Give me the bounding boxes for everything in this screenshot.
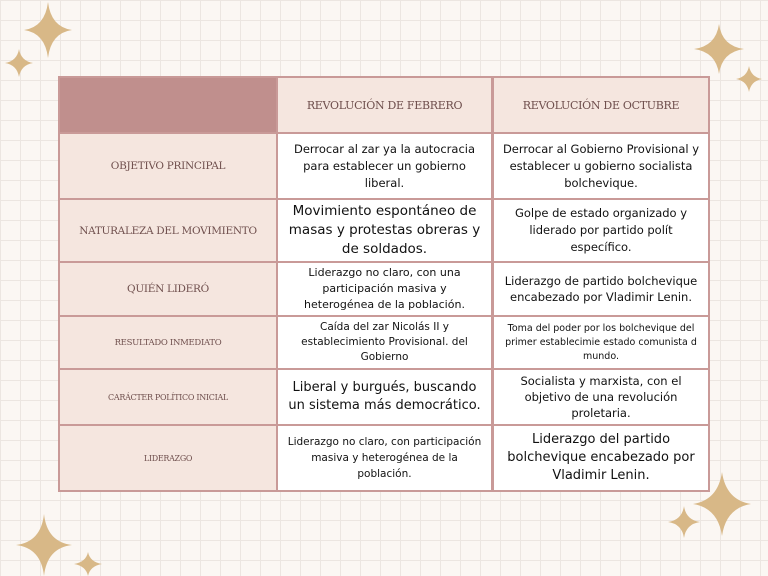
cell-octubre-liderazgo: Liderazgo del partido bolchevique encabezado por Vladimir Lenin. — [494, 426, 708, 490]
comparison-table — [58, 76, 710, 492]
sparkle-icon — [668, 506, 700, 538]
cell-febrero-quien-lidero: Liderazgo no claro, con una participación masiva y heterogénea de la población. — [278, 263, 491, 315]
row-label-naturaleza: NATURALEZA DEL MOVIMIENTO — [60, 200, 276, 261]
row-label-caracter: CARÁCTER POLÍTICO INICIAL — [60, 370, 276, 424]
cell-octubre-objetivo: Derrocar al Gobierno Provisional y establecer u gobierno socialista bolchevique. — [494, 134, 708, 198]
cell-febrero-naturaleza: Movimiento espontáneo de masas y protestas obreras y de soldados. — [278, 200, 491, 261]
cell-febrero-resultado: Caída del zar Nicolás II y establecimiento Provisional. del Gobierno — [278, 317, 491, 368]
cell-octubre-resultado: Toma del poder por los bolchevique del primer establecimie estado comunista d mundo. — [494, 317, 708, 368]
row-label-quien-lidero: QUIÉN LIDERÓ — [60, 263, 276, 315]
cell-octubre-quien-lidero: Liderazgo de partido bolchevique encabezado por Vladimir Lenin. — [494, 263, 708, 315]
sparkle-icon — [16, 514, 72, 576]
sparkle-icon — [5, 49, 33, 77]
header-octubre: REVOLUCIÓN DE OCTUBRE — [494, 78, 708, 132]
row-label-liderazgo: LIDERAZGO — [60, 426, 276, 490]
header-febrero: REVOLUCIÓN DE FEBRERO — [278, 78, 491, 132]
row-label-objetivo: OBJETIVO PRINCIPAL — [60, 134, 276, 198]
cell-febrero-liderazgo: Liderazgo no claro, con participación masiva y heterogénea de la población. — [278, 426, 491, 490]
sparkle-icon — [736, 66, 762, 92]
cell-octubre-caracter: Socialista y marxista, con el objetivo de una revolución proletaria. — [494, 370, 708, 424]
cell-febrero-objetivo: Derrocar al zar ya la autocracia para establecer un gobierno liberal. — [278, 134, 491, 198]
header-corner-cell — [60, 78, 276, 132]
cell-octubre-naturaleza: Golpe de estado organizado y liderado por partido polít específico. — [494, 200, 708, 261]
sparkle-icon — [74, 552, 102, 576]
row-label-resultado: RESULTADO INMEDIATO — [60, 317, 276, 368]
cell-febrero-caracter: Liberal y burgués, buscando un sistema más democrático. — [278, 370, 491, 424]
